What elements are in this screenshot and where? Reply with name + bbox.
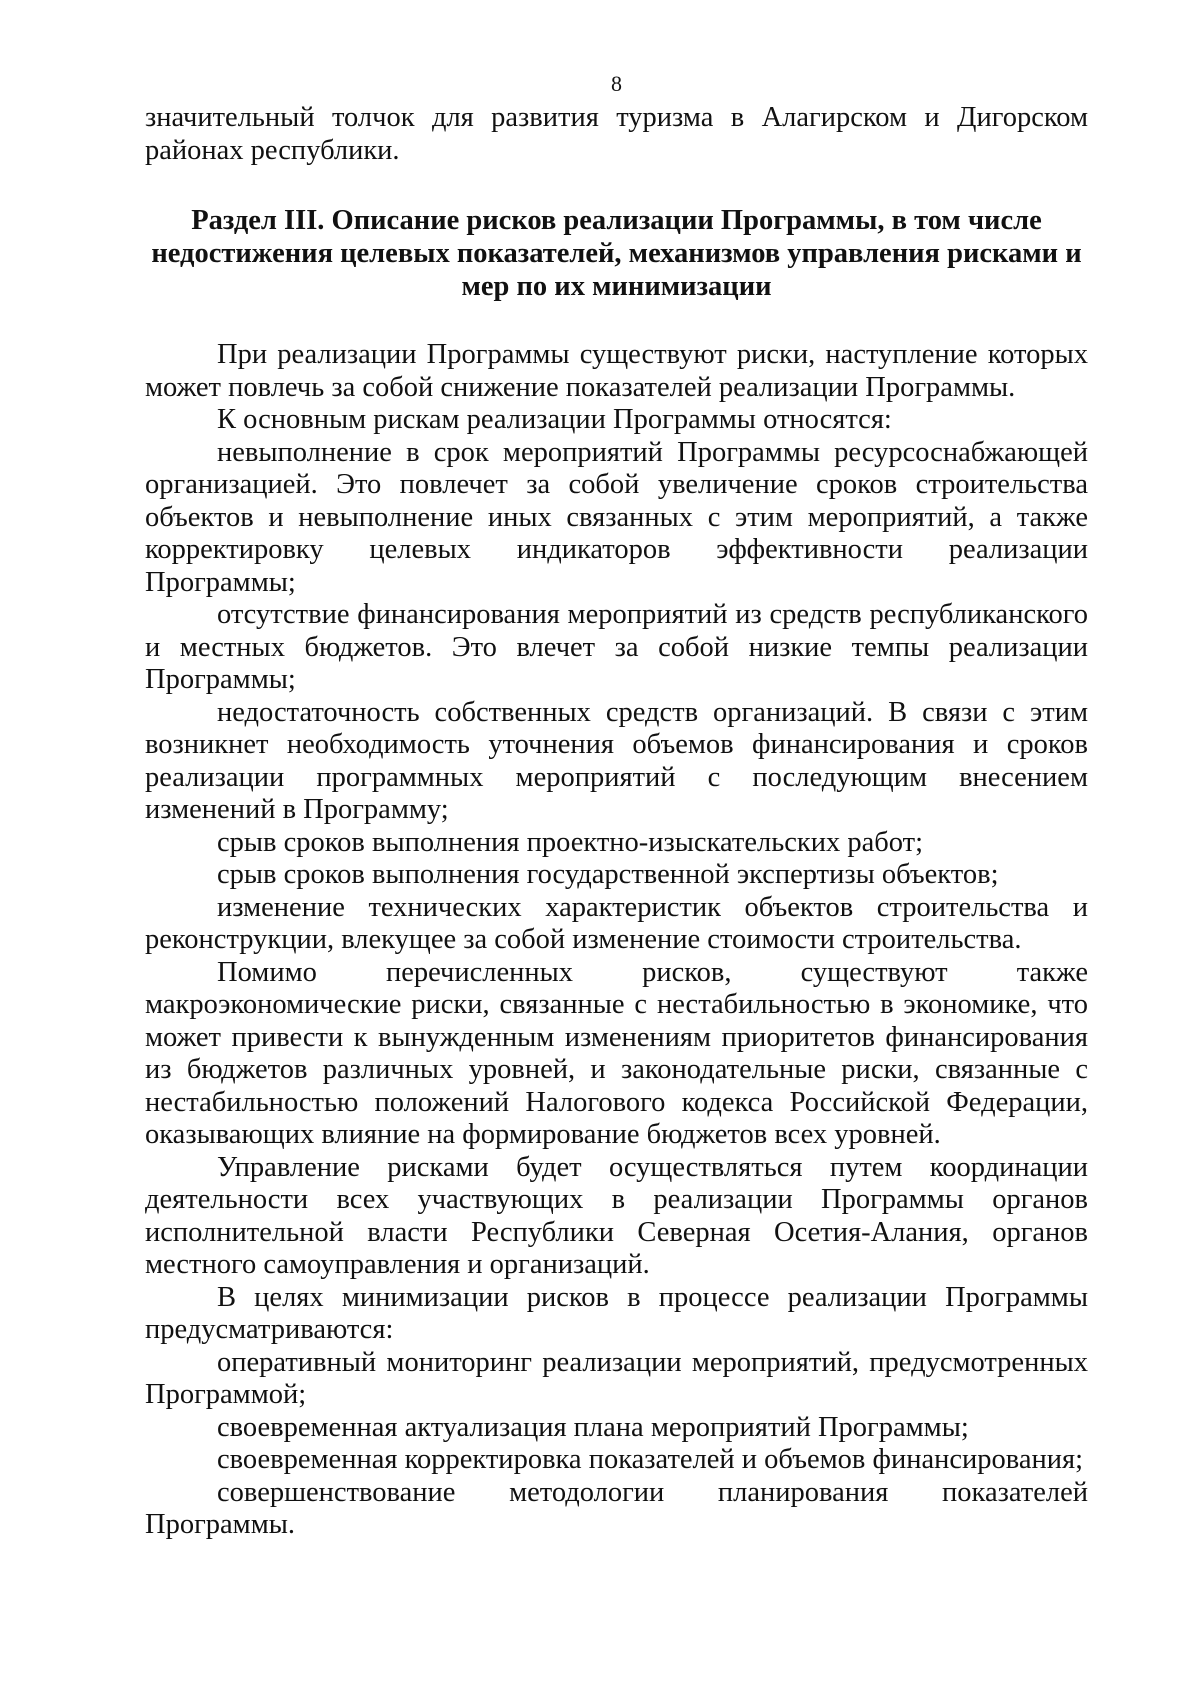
section-heading: Раздел III. Описание рисков реализации Программы, в том числе недостижения целевых показателей, механизмов управления рисками и мер по их минимизации: [151, 205, 1082, 302]
paragraph-continuation: значительный толчок для развития туризма в Алагирском и Дигорском районах республики.: [145, 102, 1088, 166]
paragraph: К основным рискам реализации Программы относятся:: [217, 404, 892, 435]
list-item: недостаточность собственных средств организаций. В связи с этим возникнет необходимость уточнения объемов финансирования и сроков реализации программных мероприятий с последующим внесением изменений в Программу;: [145, 696, 1088, 825]
list-item: оперативный мониторинг реализации мероприятий, предусмотренных Программой;: [145, 1346, 1088, 1410]
list-item: своевременная актуализация плана мероприятий Программы;: [217, 1411, 969, 1443]
list-item: невыполнение в срок мероприятий Программы ресурсоснабжающей организацией. Это повлечет за собой увеличение сроков строительства объектов и невыполнение иных связанных с этим мероприятий, а также корректировку целевых индикаторов эффективности реализации Программы;: [145, 436, 1088, 598]
list-item: своевременная корректировка показателей и объемов финансирования;: [217, 1444, 1084, 1475]
paragraph: Управление рисками будет осуществляться путем координации деятельности всех участвующих в реализации Программы органов исполнительной власти Республики Северная Осетия-Алания, органов местного самоуправления и организаций.: [145, 1151, 1088, 1280]
list-item: срыв сроков выполнения проектно-изыскательских работ;: [217, 826, 924, 858]
list-item: совершенствование методологии планирования показателей Программы.: [145, 1476, 1088, 1540]
list-item: изменение технических характеристик объектов строительства и реконструкции, влекущее за собой изменение стоимости строительства.: [145, 891, 1088, 955]
list-item: срыв сроков выполнения государственной экспертизы объектов;: [217, 859, 999, 890]
page-number: 8: [611, 71, 622, 96]
document-page: [145, 70, 1088, 1542]
paragraph: Помимо перечисленных рисков, существуют также макроэкономические риски, связанные с нестабильностью в экономике, что может привести к вынужденным изменениям приоритетов финансирования из бюджетов различных уровней, и законодательные риски, связанные с нестабильностью положений Налогового кодекса Российской Федерации, оказывающих влияние на формирование бюджетов всех уровней.: [145, 956, 1088, 1150]
paragraph: При реализации Программы существуют риски, наступление которых может повлечь за собой снижение показателей реализации Программы.: [145, 339, 1088, 403]
list-item: отсутствие финансирования мероприятий из средств республиканского и местных бюджетов. Это влечет за собой низкие темпы реализации Программы;: [145, 599, 1088, 695]
paragraph: В целях минимизации рисков в процессе реализации Программы предусматриваются:: [145, 1281, 1088, 1345]
